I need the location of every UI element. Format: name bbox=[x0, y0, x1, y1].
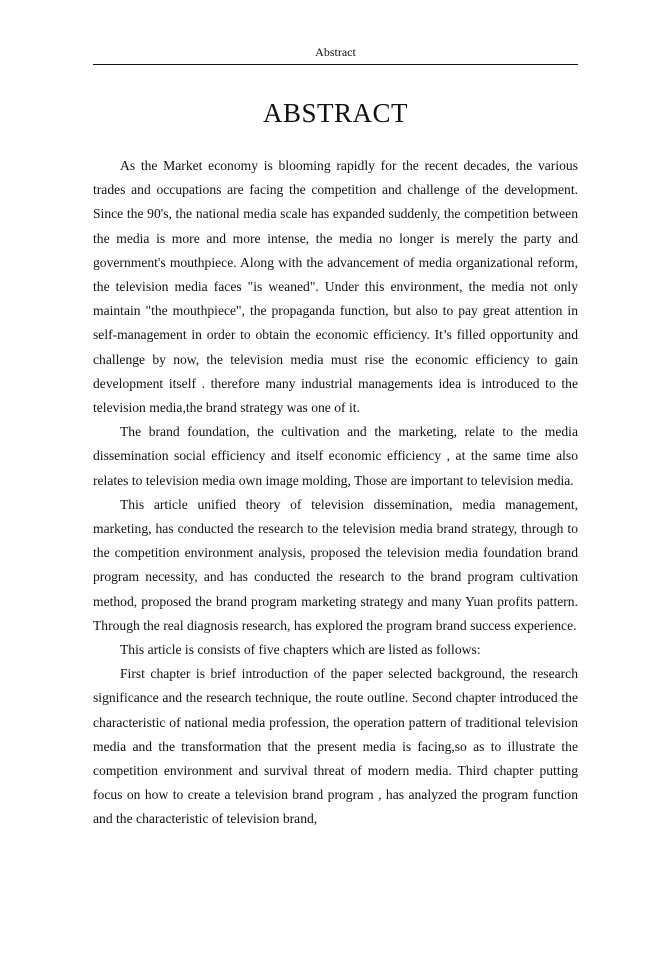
paragraph: This article is consists of five chapters which are listed as follows: bbox=[120, 642, 481, 658]
paragraph: As the Market economy is blooming rapidly for the recent decades, the various trades and occupations are facing the competition and challenge of the development. Since the 90's, the national media scale has expanded suddenly, the competition between the media is more and more intense, the media no longer is merely the party and government's mouthpiece. Along with the advancement of media organizational reform, the television media faces "is weaned". Under this environment, the media not only maintain "the mouthpiece", the propaganda function, but also to pay great attention in self-management in order to obtain the economic efficiency. It’s filled opportunity and challenge by now, the television media must rise the economic efficiency to gain development itself . therefore many industrial managements idea is introduced to the television media,the brand strategy was one of it. bbox=[93, 158, 578, 416]
paragraph: First chapter is brief introduction of the paper selected background, the research significance and the research technique, the route outline. Second chapter introduced the characteristic of national media profession, the operation pattern of traditional television media and the transformation that the present media is facing,so as to illustrate the competition environment and survival threat of modern media. Third chapter putting focus on how to create a television brand program , has analyzed the program function and the characteristic of television brand, bbox=[93, 666, 578, 827]
running-header: Abstract bbox=[315, 45, 356, 59]
abstract-body bbox=[93, 154, 578, 832]
header-rule bbox=[93, 64, 578, 65]
paragraph: This article unified theory of television dissemination, media management, marketing, has conducted the research to the television media brand strategy, through to the competition environment analysis, proposed the television media foundation brand program necessity, and has conducted the research to the brand program cultivation method, proposed the brand program marketing strategy and many Yuan profits pattern. Through the real diagnosis research, has explored the program brand success experience. bbox=[93, 496, 578, 633]
page-title: ABSTRACT bbox=[262, 98, 409, 128]
paragraph: The brand foundation, the cultivation and the marketing, relate to the media dissemination social efficiency and itself economic efficiency , at the same time also relates to television media own image molding, Those are important to television media. bbox=[93, 424, 578, 488]
